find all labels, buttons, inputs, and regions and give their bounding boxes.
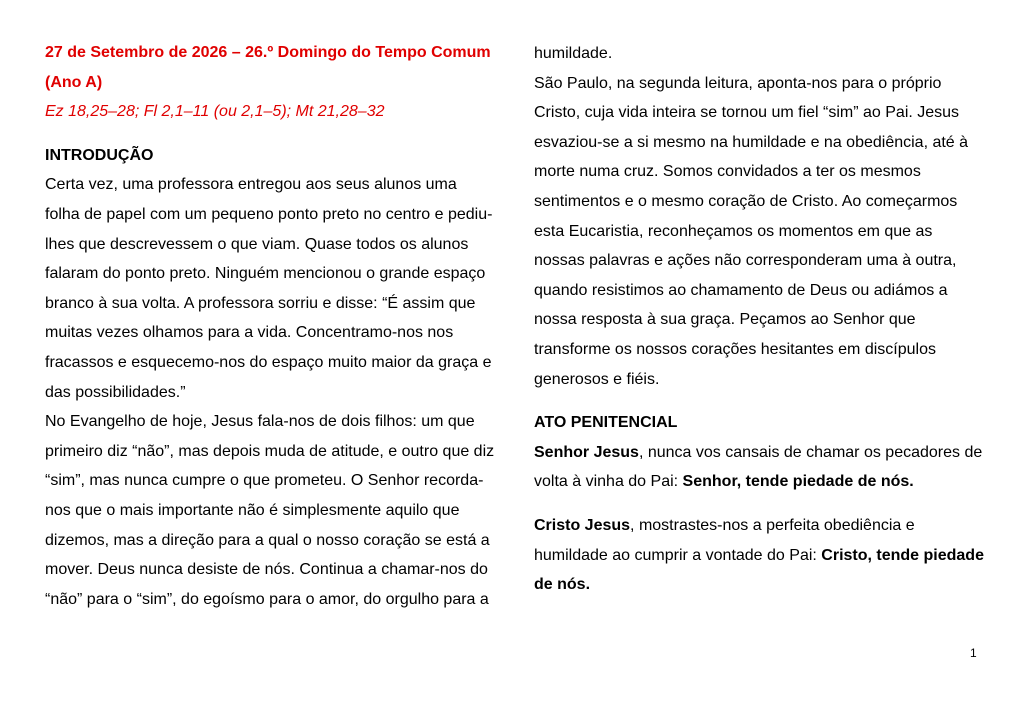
spacer [45, 127, 495, 141]
invocation-2 [534, 511, 984, 600]
penitential-heading: ATO PENITENCIAL [534, 414, 678, 432]
spacer [534, 497, 984, 511]
invocation-2-text: , mostrastes-nos a perfeita obediência e humildade ao cumprir a vontade do Pai: [534, 516, 915, 564]
introduction-paragraph-3: São Paulo, na segunda leitura, aponta-nos para o próprio Cristo, cuja vida inteira se tornou um fiel “sim” ao Pai. Jesus esvaziou-se a si mesmo na humildade e na obediência, até à morte numa cruz. Somos convidados a ter os mesmos sentimentos e o mesmo coração de Cristo. Ao começarmos esta Eucaristia, reconheçamos os momentos em que as nossas palavras e ações não corresponderam uma à outra, quando resistimos ao chamamento de Deus ou adiámos a nossa resposta à sua graça. Peçamos ao Senhor que transforme os nossos corações hesitantes em discípulos generosos e fiéis. [534, 74, 969, 388]
page-number: 1 [970, 646, 977, 660]
invocation-1-response: Senhor, tende piedade de nós. [682, 473, 914, 491]
invocation-1 [534, 438, 984, 497]
introduction-paragraph-2-start [45, 407, 495, 614]
spacer [534, 394, 984, 408]
invocation-2-name: Cristo Jesus [534, 516, 631, 534]
introduction-paragraph-2-left: No Evangelho de hoje, Jesus fala-nos de dois filhos: um que primeiro diz “não”, mas depois muda de atitude, e outro que diz “sim”, mas nunca cumpre o que prometeu. O Senhor recorda-nos que o mais importante não é simplesmente aquilo que dizemos, mas a direção para a qual o nosso coração se está a mover. Deus nunca desiste de nós. Continua a chamar-nos do “não” para o “sim”, do egoísmo para o amor, do orgulho para a [45, 413, 495, 608]
introduction-paragraph-2-end [534, 39, 984, 69]
right-column [534, 39, 984, 600]
left-column [45, 38, 495, 614]
introduction-paragraph-2-right: humildade. [534, 45, 613, 62]
invocation-1-name: Senhor Jesus [534, 443, 639, 461]
introduction-heading: INTRODUÇÃO [45, 146, 154, 164]
page-title: 27 de Setembro de 2026 – 26.º Domingo do Tempo Comum (Ano A) [45, 44, 491, 91]
invocation-2-response: Cristo, tende piedade de nós. [534, 546, 984, 594]
readings-reference: Ez 18,25–28; Fl 2,1–11 (ou 2,1–5); Mt 21,28–32 [45, 103, 385, 121]
invocation-1-text: , nunca vos cansais de chamar os pecadores de volta à vinha do Pai: [534, 443, 983, 491]
introduction-paragraph-1: Certa vez, uma professora entregou aos seus alunos uma folha de papel com um pequeno ponto preto no centro e pediu-lhes que descrevessem o que viam. Quase todos os alunos falaram do ponto preto. Ninguém mencionou o grande espaço branco à sua volta. A professora sorriu e disse: “É assim que muitas vezes olhamos para a vida. Concentramo-nos nos fracassos e esquecemo-nos do espaço muito maior da graça e das possibilidades.” [45, 176, 493, 401]
